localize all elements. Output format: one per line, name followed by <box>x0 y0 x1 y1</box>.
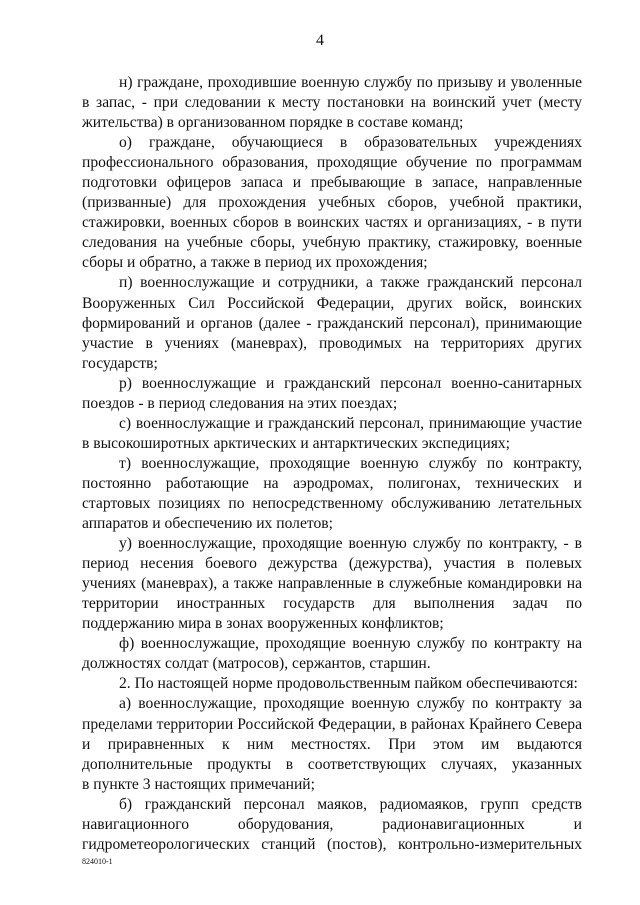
text-line: в пункте 3 настоящих примечаний; <box>82 775 315 793</box>
text-line: навигационного оборудования, радионавигационных и <box>82 815 582 833</box>
paragraph <box>82 133 582 273</box>
text-line: у) военнослужащие, проходящие военную службу по контракту, - в <box>119 535 582 553</box>
text-line: стартовых позициях по непосредственному обслуживанию летательных <box>82 494 582 512</box>
paragraph <box>82 414 582 454</box>
text-line: в высокоширотных арктических и антарктических экспедициях; <box>82 434 510 452</box>
text-line: б) гражданский персонал маяков, радиомаяков, групп средств <box>119 795 582 813</box>
text-line: р) военнослужащие и гражданский персонал военно-санитарных <box>119 374 582 392</box>
text-line: (призванные) для прохождения учебных сборов, учебной практики, <box>82 194 582 212</box>
document-body <box>82 73 582 855</box>
text-line: в запас, - при следовании к месту постановки на воинский учет (месту <box>82 94 582 112</box>
paragraph <box>82 674 582 694</box>
text-line: период несения боевого дежурства (дежурства), участия в полевых <box>82 555 582 573</box>
text-line: 2. По настоящей норме продовольственным пайком обеспечиваются: <box>119 675 578 693</box>
text-line: н) граждане, проходившие военную службу по призыву и уволенные <box>119 74 582 91</box>
footer-document-code: 824010-1 <box>82 857 113 866</box>
text-line: постоянно работающие на аэродромах, полигонах, технических и <box>82 474 582 492</box>
text-line: жительства) в организованном порядке в составе команд; <box>82 114 464 132</box>
text-line: пределами территории Российской Федерации, в районах Крайнего Севера <box>82 715 582 733</box>
text-line: с) военнослужащие и гражданский персонал, принимающие участие <box>119 414 582 432</box>
text-line: должностях солдат (матросов), сержантов, старшин. <box>82 655 431 673</box>
text-line: п) военнослужащие и сотрудники, а также гражданский персонал <box>119 274 582 292</box>
text-line: участие в учениях (маневрах), проводимых на территориях других <box>82 334 582 352</box>
text-line: и приравненных к ним местностях. При этом им выдаются <box>82 735 582 753</box>
page-number: 4 <box>316 32 324 49</box>
text-line: дополнительные продукты в соответствующих случаях, указанных <box>82 755 582 773</box>
text-line: следования на учебные сборы, учебную практику, стажировку, военные <box>82 234 582 252</box>
paragraph <box>82 694 582 794</box>
paragraph <box>82 273 582 373</box>
text-line: поездов - в период следования на этих поездах; <box>82 394 398 412</box>
text-line: стажировки, военных сборов в воинских частях и организациях, - в пути <box>82 214 582 232</box>
text-line: аппаратов и обеспечению их полетов; <box>82 515 333 533</box>
text-line: о) граждане, обучающиеся в образовательных учреждениях <box>119 134 582 152</box>
text-line: гидрометеорологических станций (постов), контрольно-измерительных <box>82 835 582 853</box>
text-line: учениях (маневрах), а также направленные в служебные командировки на <box>82 575 582 593</box>
text-line: Вооруженных Сил Российской Федерации, других войск, воинских <box>82 294 582 312</box>
text-line: территории иностранных государств для выполнения задач по <box>82 595 582 613</box>
text-line: формирований и органов (далее - гражданский персонал), принимающие <box>82 314 582 332</box>
paragraph <box>82 454 582 534</box>
text-line: государств; <box>82 354 158 372</box>
text-line: сборы и обратно, а также в период их прохождения; <box>82 254 428 272</box>
text-line: т) военнослужащие, проходящие военную службу по контракту, <box>119 454 582 472</box>
text-line: профессионального образования, проходящие обучение по программам <box>82 154 582 172</box>
text-line: подготовки офицеров запаса и пребывающие в запасе, направленные <box>82 174 582 192</box>
paragraph <box>82 634 582 674</box>
paragraph <box>82 73 582 133</box>
paragraph <box>82 795 582 855</box>
text-line: а) военнослужащие, проходящие военную службу по контракту за <box>119 695 582 713</box>
paragraph <box>82 374 582 414</box>
text-line: поддержанию мира в зонах вооруженных конфликтов; <box>82 615 444 633</box>
text-line: ф) военнослужащие, проходящие военную службу по контракту на <box>119 635 582 653</box>
paragraph <box>82 534 582 634</box>
